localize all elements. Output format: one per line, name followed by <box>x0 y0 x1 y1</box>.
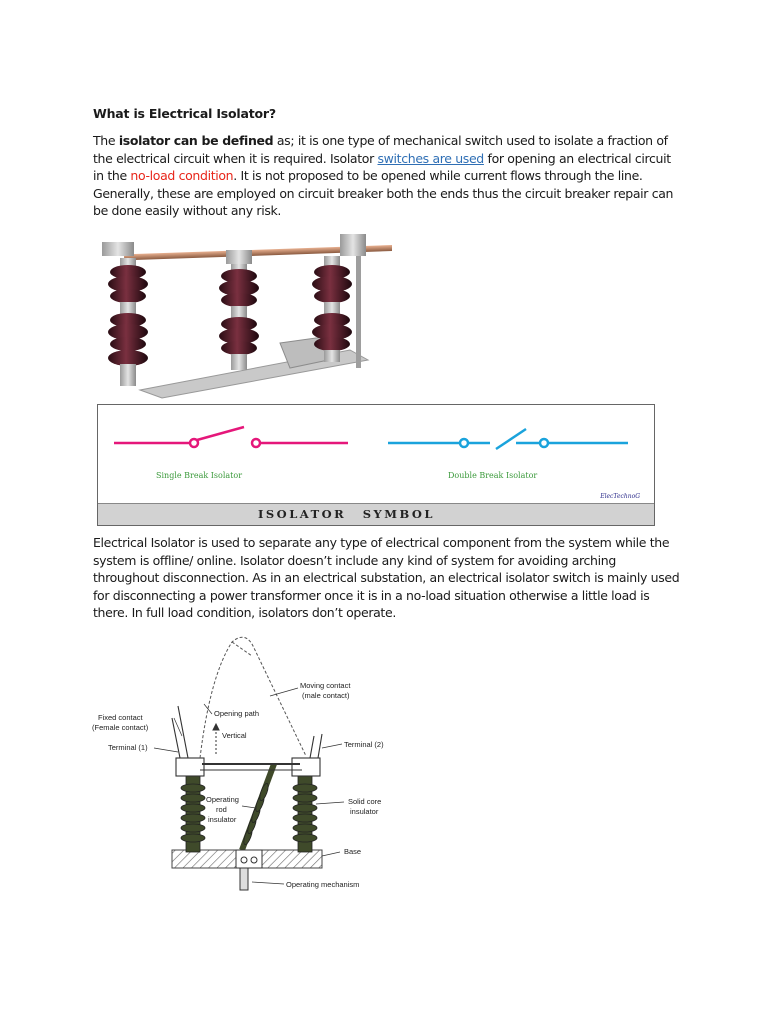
double-break-label: Double Break Isolator <box>448 471 538 480</box>
single-break-label: Single Break Isolator <box>156 471 243 480</box>
no-load-condition-text: no-load condition <box>130 168 234 184</box>
intro-text-2: for opening an electrical circuit in the <box>93 150 671 184</box>
isolator-photo <box>100 228 392 400</box>
page-heading: What is Electrical Isolator? <box>93 106 276 121</box>
label-base: Base <box>344 847 362 856</box>
label-operating-rod-1: Operating <box>206 795 239 804</box>
intro-paragraph <box>93 132 683 220</box>
intro-text-1: as; it is one type of mechanical switch used to isolate a fraction of the electrical circuit when it is required. Isolator <box>93 133 668 166</box>
intro-lead: The <box>93 133 119 148</box>
symbol-banner <box>98 503 654 525</box>
insulator-stack-3 <box>312 256 352 362</box>
vertical-arrow <box>213 724 219 754</box>
right-support-insulator <box>293 776 317 852</box>
label-moving-contact-2: (male contact) <box>302 691 350 700</box>
double-break-symbol <box>388 429 628 449</box>
label-operating-rod-2: rod <box>216 805 227 814</box>
isolator-symbol-drawing <box>98 405 654 505</box>
single-break-symbol <box>114 427 348 447</box>
label-fixed-contact-2: (Female contact) <box>92 723 149 732</box>
label-solid-core-2: insulator <box>350 807 379 816</box>
label-operating-mechanism: Operating mechanism <box>286 880 360 889</box>
label-moving-contact-1: Moving contact <box>300 681 351 690</box>
isolator-symbol-figure <box>97 404 655 526</box>
label-operating-rod-3: insulator <box>208 815 237 824</box>
left-support-insulator <box>181 776 205 852</box>
brand-watermark: ElecTechnoG <box>600 493 640 500</box>
insulator-stack-2 <box>219 264 259 370</box>
symbol-banner-text: ISOLATOR SYMBOL <box>258 507 435 521</box>
insulator-stack-1 <box>108 258 148 386</box>
label-solid-core-1: Solid core <box>348 797 382 806</box>
label-vertical: Vertical <box>222 731 247 740</box>
intro-text-3: . It is not proposed to be opened while current flows through the line. Generally, these are employed on circuit breaker both the ends thus the circuit breaker repair can be done easily without any risk. <box>93 168 674 219</box>
label-fixed-contact-1: Fixed contact <box>98 713 143 722</box>
operating-mechanism <box>236 850 262 890</box>
description-paragraph: Electrical Isolator is used to separate any type of electrical component from the system while the system is offline/ online. Isolator doesn’t include any kind of system for avoiding arching throughout disconnection. As in an electrical substation, an electrical isolator switch is mainly used for disconnecting a power transformer once it is in a no-load situation otherwise a little load is there. In full load condition, isolators don’t operate. <box>93 535 680 621</box>
label-terminal-1: Terminal (1) <box>108 743 148 752</box>
intro-bold-term: isolator can be defined <box>118 133 274 148</box>
label-terminal-2: Terminal (2) <box>344 740 384 749</box>
switches-link[interactable]: switches are used <box>377 150 484 166</box>
moving-contact-open <box>200 637 306 758</box>
isolator-construction-diagram <box>92 636 392 898</box>
label-opening-path: Opening path <box>214 709 260 718</box>
